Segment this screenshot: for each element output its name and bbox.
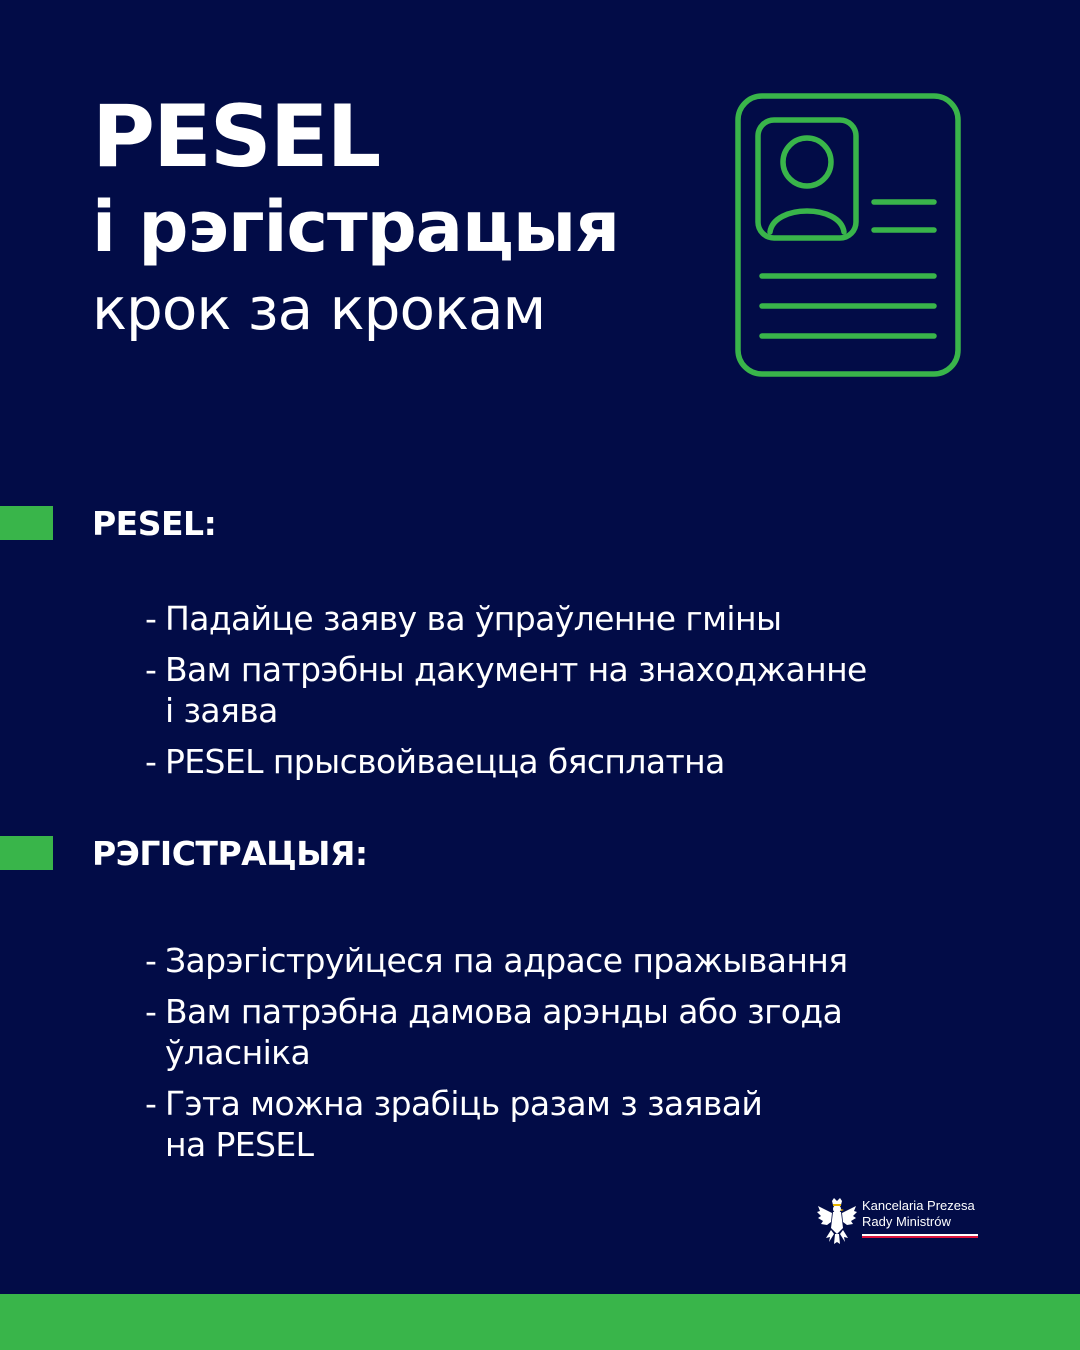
title-line-3: крок за крокам [92, 275, 546, 343]
list-item [145, 598, 1025, 639]
title-line-1: PESEL [92, 87, 380, 187]
bullet-dash: - [145, 599, 157, 638]
list-item-text: PESEL прысвойваецца бясплатна [165, 742, 725, 781]
list-item [145, 991, 1025, 1073]
bullet-dash: - [145, 992, 157, 1031]
bullet-dash: - [145, 650, 157, 689]
logo-line-1: Kancelaria Prezesa [862, 1198, 975, 1213]
section-heading-pesel: PESEL: [92, 504, 217, 543]
eagle-emblem-icon [816, 1198, 858, 1246]
pesel-list [145, 598, 1025, 792]
title-line-2: і рэгістрацыя [92, 186, 620, 268]
bullet-dash: - [145, 1084, 157, 1123]
logo-text [862, 1198, 978, 1238]
section-heading-registration: РЭГІСТРАЦЫЯ: [92, 834, 368, 873]
id-card-icon [734, 92, 962, 378]
logo-flag-stripe [862, 1234, 978, 1238]
kprm-logo [816, 1198, 978, 1246]
list-item [145, 741, 1025, 782]
list-item-text: Гэта можна зрабіць разам з заявай на PESEL [165, 1084, 763, 1164]
list-item [145, 649, 1025, 731]
list-item-text: Падайце заяву ва ўпраўленне гміны [165, 599, 782, 638]
section-marker-registration [0, 836, 53, 870]
bottom-accent-bar [0, 1294, 1080, 1350]
list-item-text: Вам патрэбна дамова арэнды або згода ўласніка [165, 992, 843, 1072]
section-marker-pesel [0, 506, 53, 540]
list-item [145, 940, 1025, 981]
registration-list [145, 940, 1025, 1175]
logo-line-2: Rady Ministrów [862, 1214, 951, 1229]
list-item-text: Зарэгіструйцеся па адрасе пражывання [165, 941, 848, 980]
list-item-text: Вам патрэбны дакумент на знаходжанне і заява [165, 650, 867, 730]
list-item [145, 1083, 1025, 1165]
bullet-dash: - [145, 742, 157, 781]
title-block [92, 87, 712, 344]
bullet-dash: - [145, 941, 157, 980]
